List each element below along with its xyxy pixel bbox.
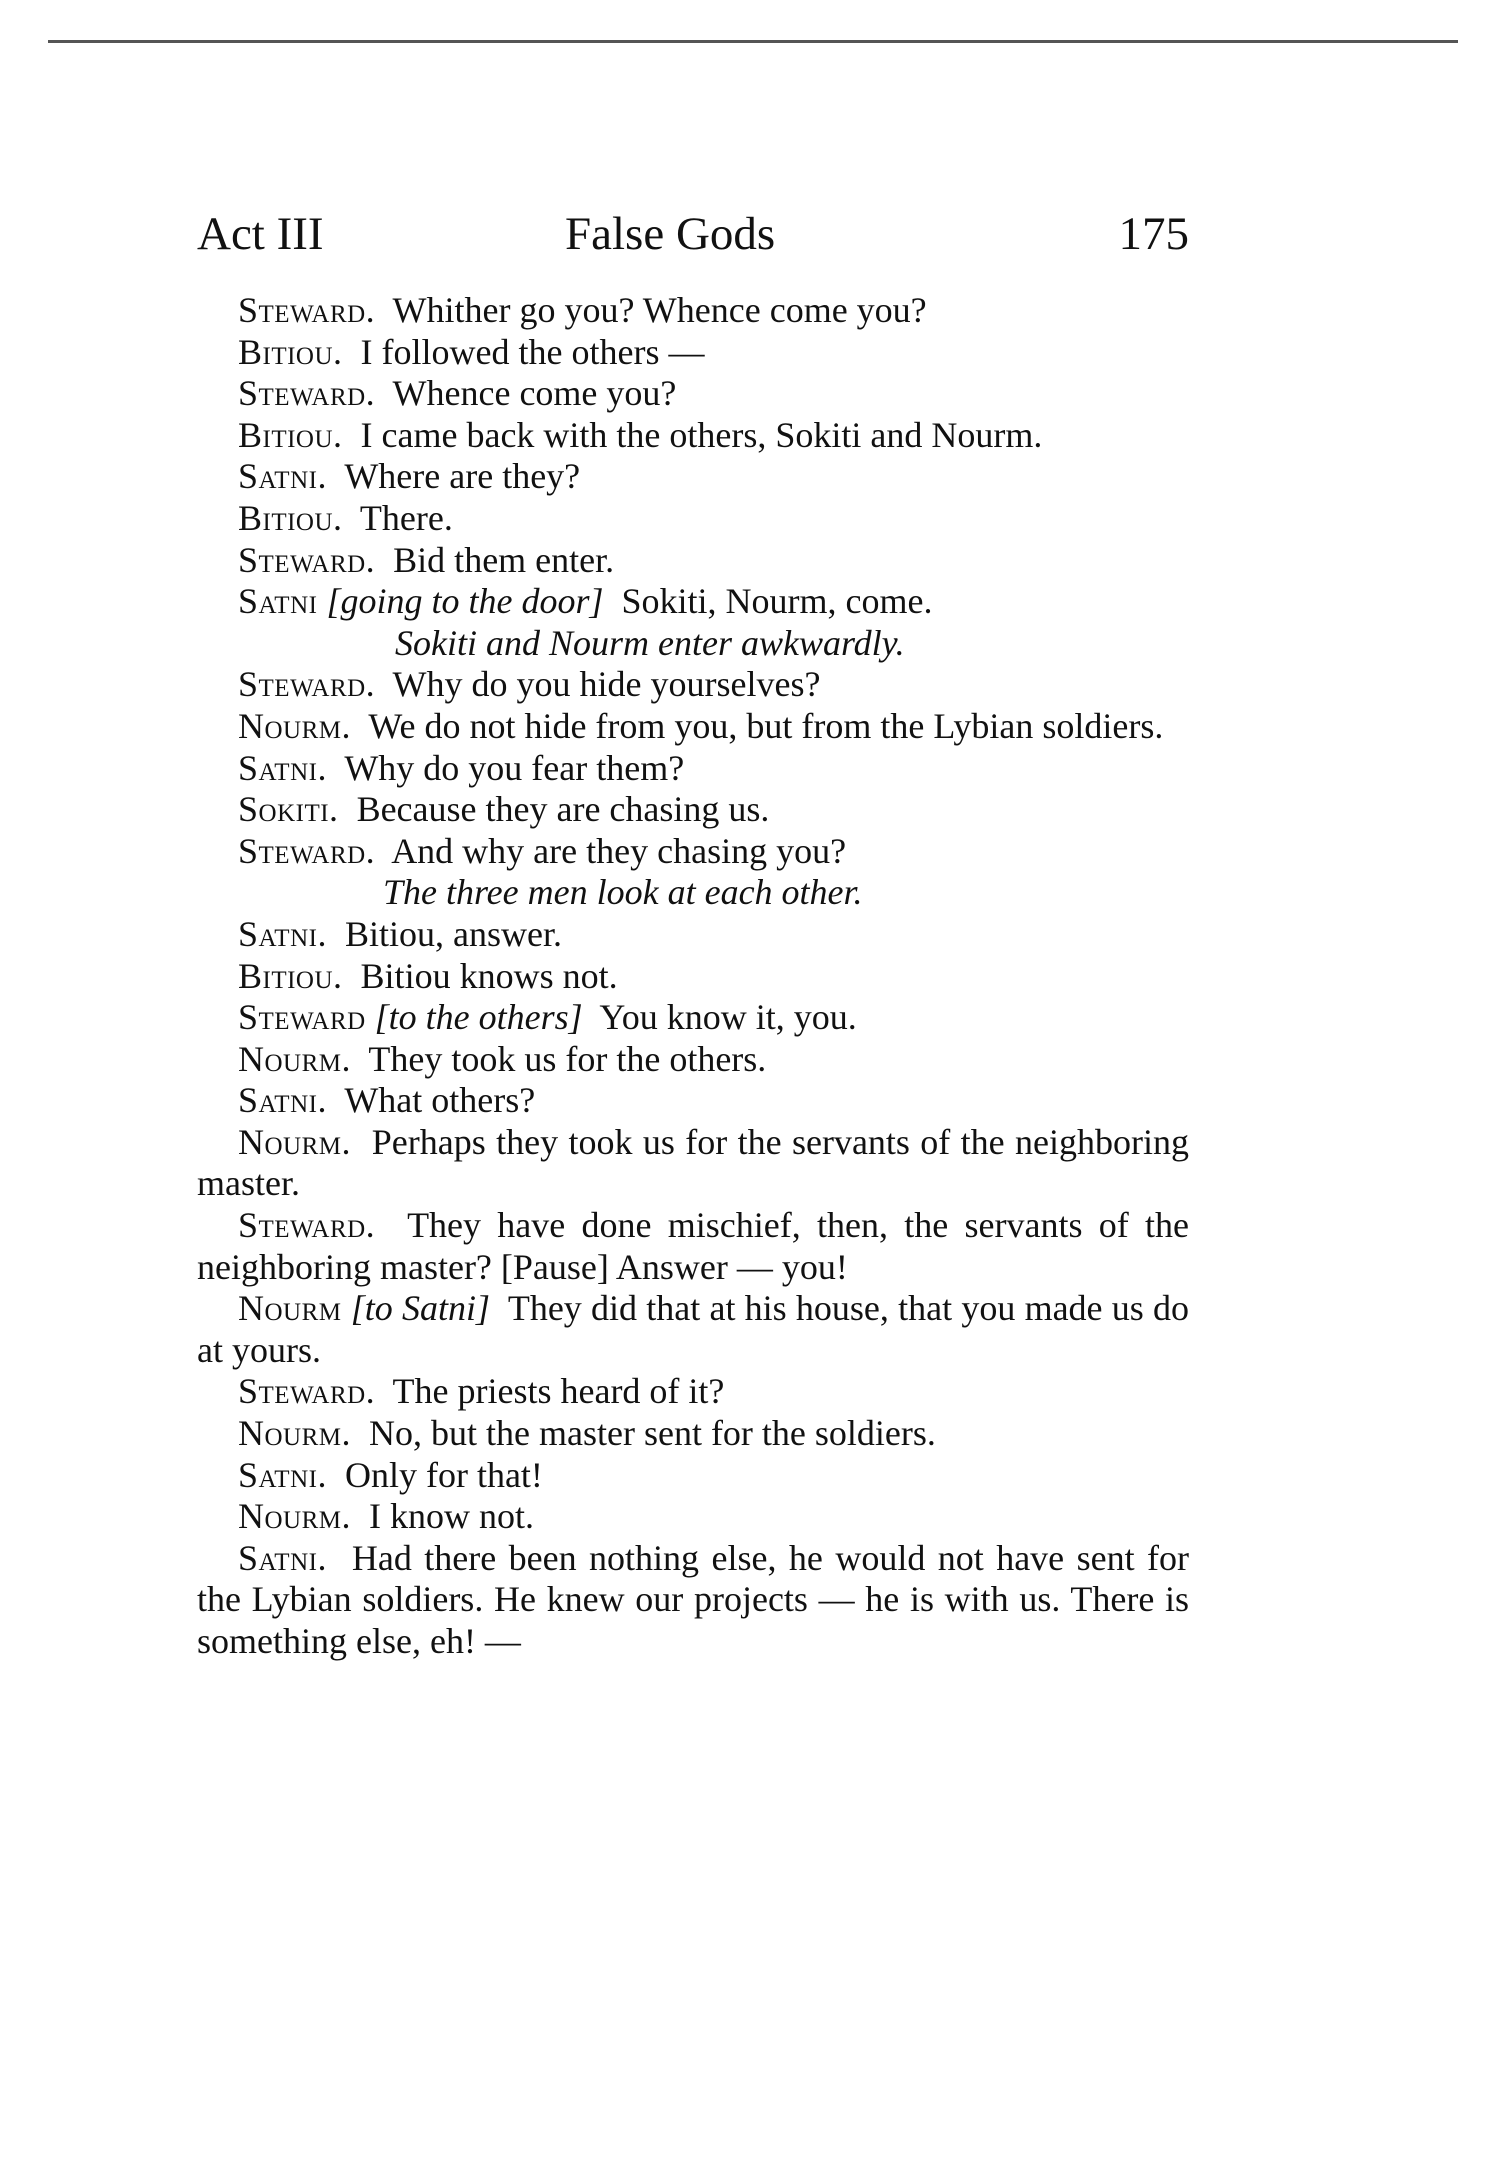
book-title: False Gods	[565, 208, 776, 260]
stage-direction: The three men look at each other.	[383, 872, 863, 913]
speech-text: I came back with the others, Sokiti and Nourm.	[360, 414, 1043, 455]
speech-line	[197, 706, 1189, 748]
speech-text: Sokiti, Nourm, come.	[621, 581, 933, 622]
speech-line	[197, 1371, 1189, 1413]
speech-text: Perhaps they took us for the servants of the neighboring master.	[197, 1121, 1190, 1204]
speech-line	[197, 1455, 1189, 1497]
speech-line	[197, 1288, 1189, 1371]
speech-line	[197, 1413, 1189, 1455]
speaker-name: Bitiou.	[238, 497, 343, 538]
speaker-name: Nourm.	[238, 1038, 352, 1079]
speech-text: Only for that!	[344, 1454, 543, 1495]
speaker-name: Steward.	[238, 830, 376, 871]
speech-text: They did that at his house, that you made us do at yours.	[197, 1288, 1190, 1370]
speaker-name: Steward.	[238, 373, 376, 414]
speech-text: Whence come you?	[392, 373, 677, 414]
speaker-name: Nourm.	[238, 1413, 352, 1454]
speaker-name: Bitiou.	[238, 414, 343, 455]
speech-text: Bid them enter.	[393, 539, 615, 580]
speaker-name: Steward.	[238, 290, 376, 330]
speaker-name: Bitiou.	[238, 955, 343, 996]
speech-text: Bitiou, answer.	[344, 913, 562, 954]
speech-line	[197, 1080, 1189, 1122]
speech-text: They have done mischief, then, the servants of the neighboring master? [Pause] Answer — you!	[197, 1205, 1189, 1287]
speech-text: Because they are chasing us.	[356, 789, 770, 830]
speaker-name: Satni.	[238, 1080, 327, 1121]
speech-text: Why do you fear them?	[344, 747, 685, 788]
speaker-name: Nourm.	[238, 705, 352, 746]
stage-direction-inline: [to the others]	[374, 997, 583, 1038]
speech-text: There.	[359, 497, 453, 538]
speech-line	[197, 456, 1189, 498]
speech-line	[197, 789, 1189, 831]
speech-text: I followed the others —	[360, 331, 705, 372]
dialogue-body	[197, 290, 1189, 1663]
speech-text: And why are they chasing you?	[391, 830, 847, 871]
speaker-name: Steward.	[238, 664, 376, 705]
speech-text: I know not.	[369, 1496, 535, 1537]
speech-text: They took us for the others.	[368, 1038, 767, 1079]
speech-text: The priests heard of it?	[392, 1371, 725, 1412]
speech-text: Had there been nothing else, he would not have sent for the Lybian soldiers. He knew our projects — he is with us. There is something else, eh! —	[197, 1537, 1190, 1661]
speech-line	[197, 1205, 1189, 1288]
speaker-name: Satni	[238, 581, 318, 622]
speech-line	[197, 373, 1189, 415]
stage-direction: Sokiti and Nourm enter awkwardly.	[395, 622, 905, 663]
speech-text: What others?	[344, 1080, 536, 1121]
speech-line	[197, 1496, 1189, 1538]
speech-line	[197, 332, 1189, 374]
speech-line	[197, 831, 1189, 873]
speech-line	[197, 581, 1189, 623]
speaker-name: Nourm.	[238, 1121, 352, 1162]
speech-line	[197, 956, 1189, 998]
speech-text: Why do you hide yourselves?	[392, 664, 821, 705]
speech-text: You know it, you.	[599, 997, 857, 1038]
speech-text: Whither go you? Whence come you?	[392, 290, 927, 330]
speech-line	[197, 1122, 1189, 1205]
speech-line	[197, 664, 1189, 706]
speech-line	[197, 1039, 1189, 1081]
speech-line	[197, 997, 1189, 1039]
speaker-name: Steward.	[238, 1205, 376, 1246]
stage-direction-inline: [going to the door]	[326, 581, 604, 622]
speaker-name: Satni.	[238, 747, 327, 788]
act-label: Act III	[197, 208, 324, 260]
speech-line	[197, 1538, 1189, 1663]
speech-text: We do not hide from you, but from the Lybian soldiers.	[368, 705, 1164, 746]
speaker-name: Satni.	[238, 913, 327, 954]
speaker-name: Steward.	[238, 1371, 376, 1412]
speaker-name: Satni.	[238, 456, 327, 497]
speaker-name: Bitiou.	[238, 331, 343, 372]
speech-line	[197, 498, 1189, 540]
top-rule	[48, 40, 1458, 43]
speech-text: Where are they?	[344, 456, 581, 497]
speaker-name: Satni.	[238, 1454, 327, 1495]
speech-line	[197, 540, 1189, 582]
speech-line	[197, 290, 1189, 332]
page-number: 175	[1118, 208, 1189, 260]
speech-line	[197, 914, 1189, 956]
speaker-name: Nourm	[238, 1288, 342, 1329]
speech-text: No, but the master sent for the soldiers.	[369, 1413, 936, 1454]
speaker-name: Steward	[238, 997, 366, 1038]
speaker-name: Steward.	[238, 539, 376, 580]
speaker-name: Nourm.	[238, 1496, 352, 1537]
speaker-name: Sokiti.	[238, 789, 339, 830]
speaker-name: Satni.	[238, 1537, 327, 1578]
stage-direction-inline: [to Satni]	[350, 1288, 491, 1329]
speech-line	[197, 415, 1189, 457]
speech-text: Bitiou knows not.	[360, 955, 618, 996]
running-header	[197, 200, 1189, 268]
speech-line	[197, 748, 1189, 790]
